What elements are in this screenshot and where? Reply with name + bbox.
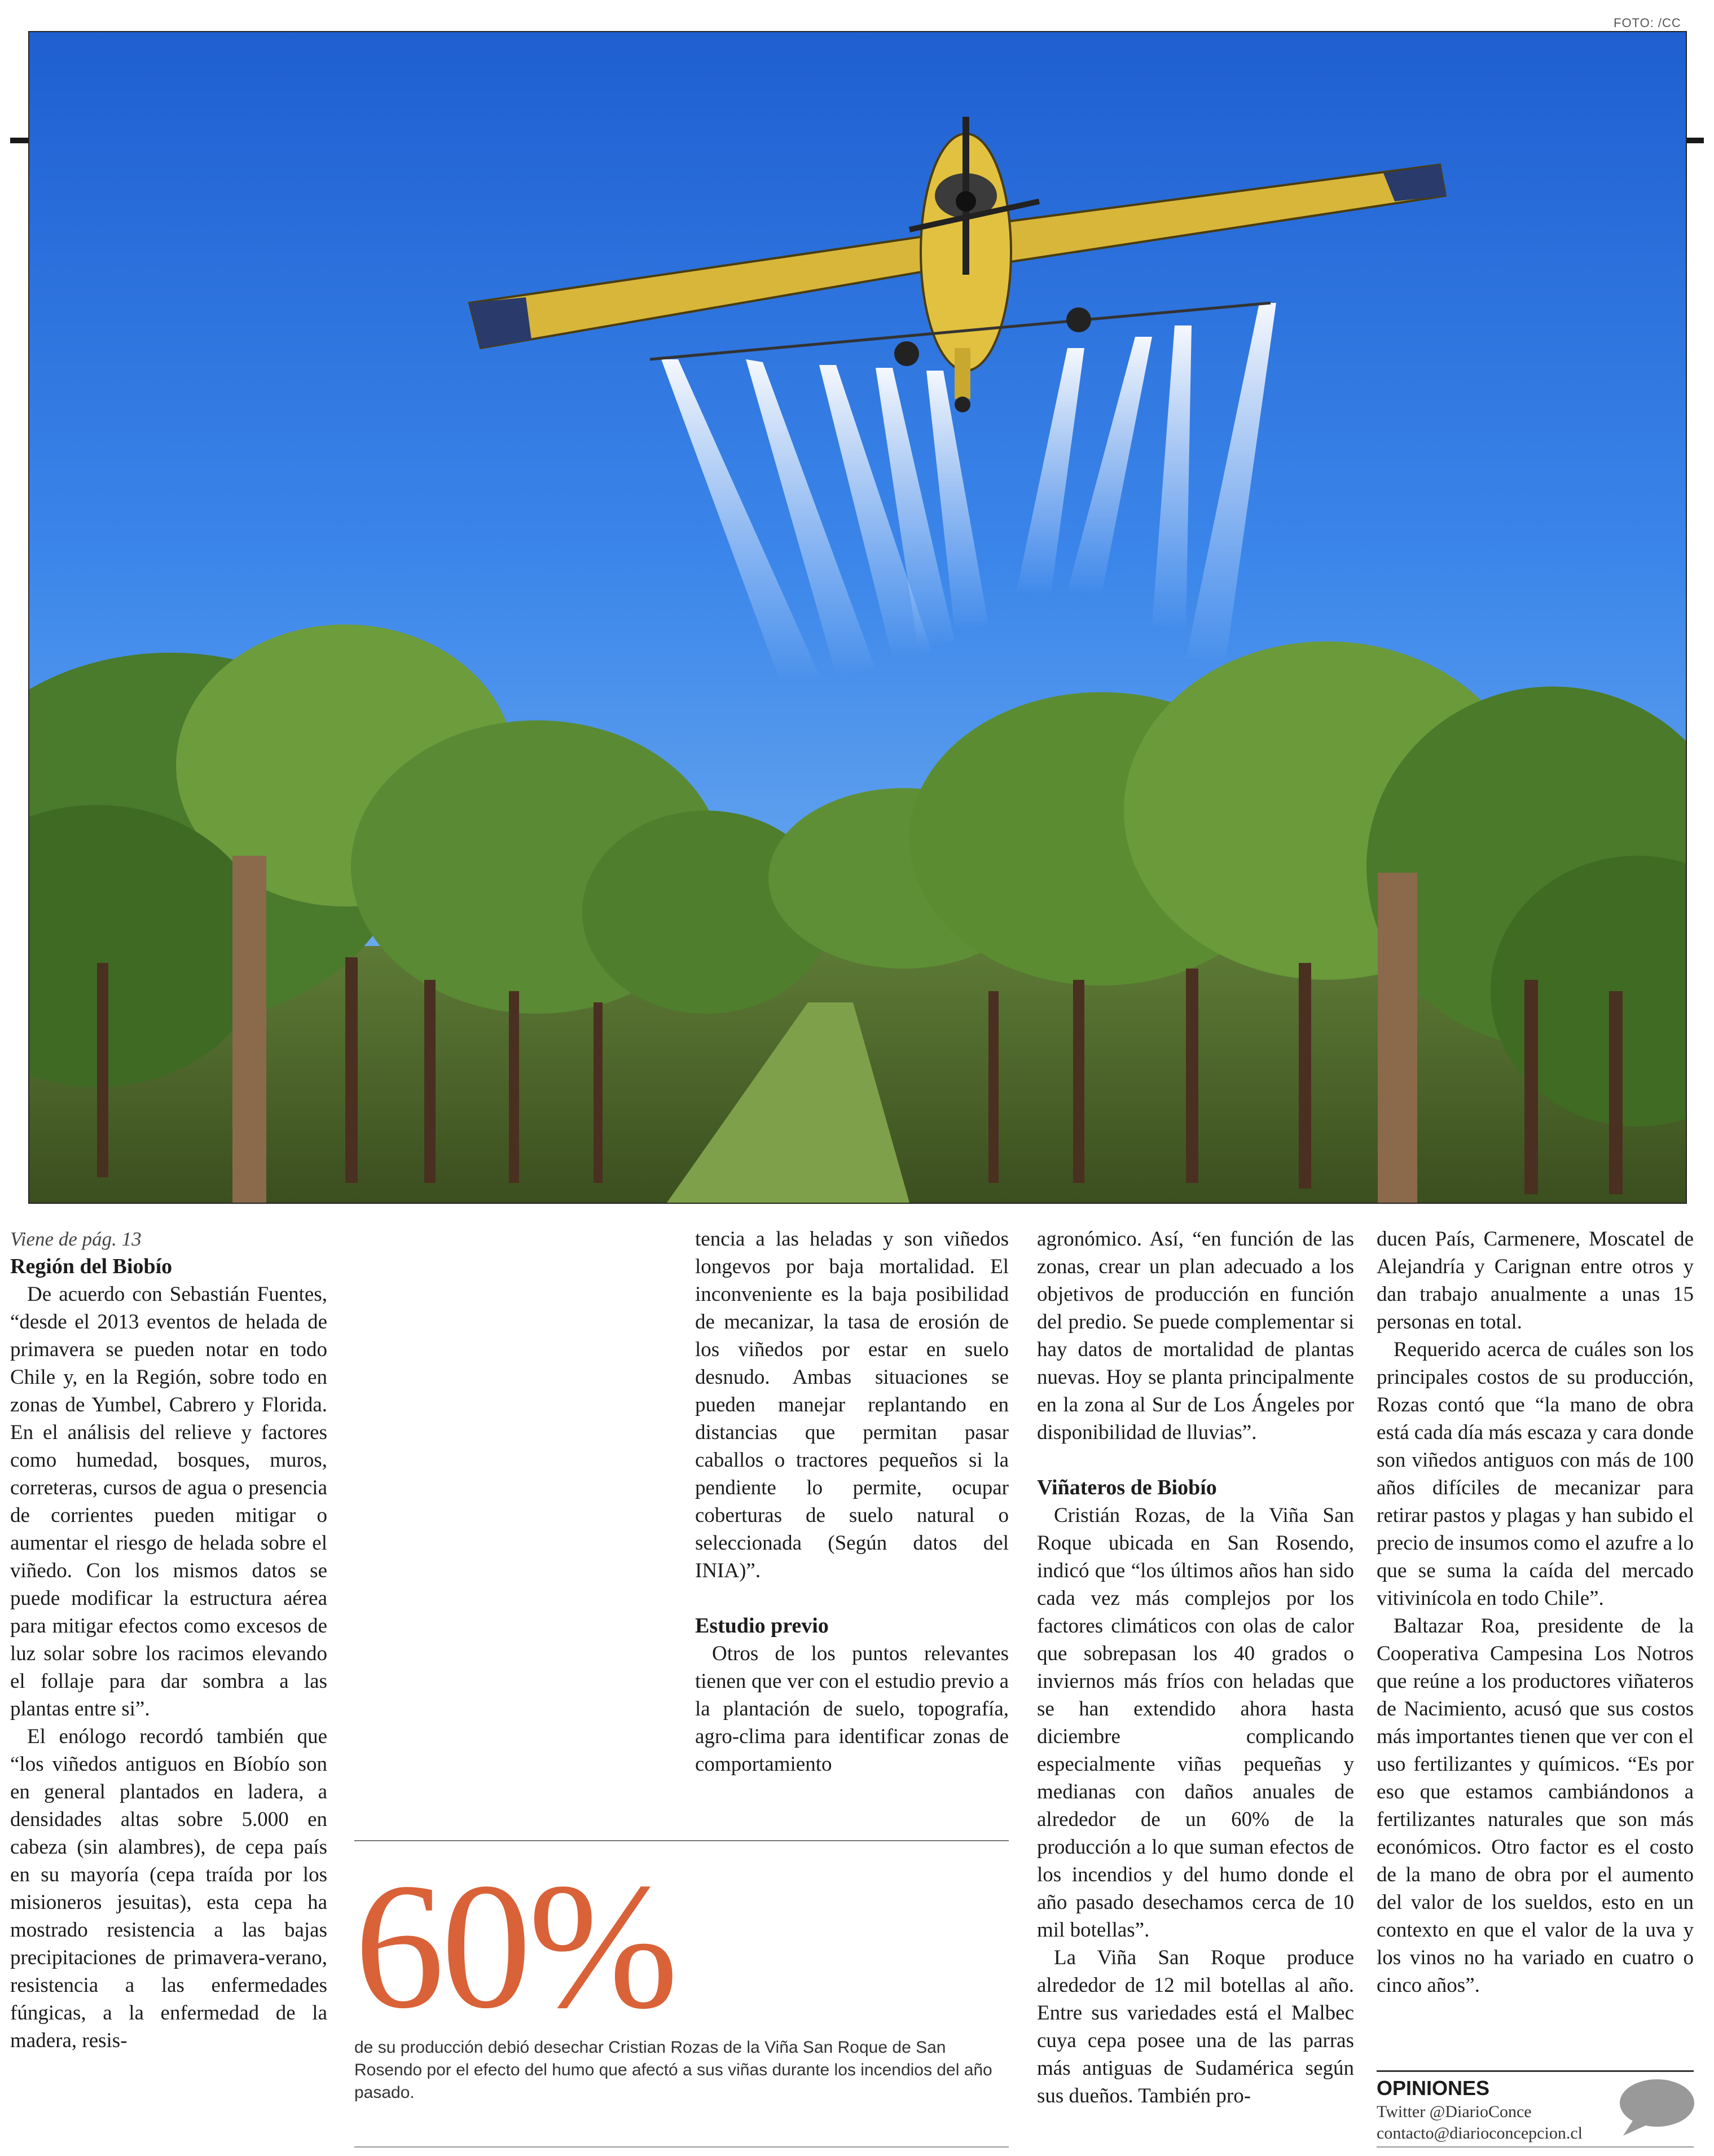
paragraph: La Viña San Roque produce alrededor de 12 mil botellas al año. Entre sus variedades está el Malbec cuya cepa posee una de las parras más antiguas de Sudamérica según sus dueños. También pro- (1037, 1946, 1354, 2107)
paragraph: tencia a las heladas y son viñedos longevos por baja mortalidad. El inconveniente es la baja posibilidad de mecanizar, la tasa de erosión de los viñedos por estar en suelo desnudo. Ambas situaciones se pueden manejar replantando en distancias que permitan pasar caballos o tractores pequeños si la pendiente lo permite, ocupar coberturas de suelo natural o seleccionada (Según datos del INIA)”. (695, 1227, 1009, 1582)
paragraph: Baltazar Roa, presidente de la Cooperativa Campesina Los Notros que reúne a los productores viñateros de Nacimiento, acusó que sus costos más importantes tienen que ver con el uso fertilizantes y químicos. “Es por eso que estamos cambiándonos a fertilizantes naturales que son más económicos. Otro factor es el costo de la mano de obra por el aumento del valor de los sueldos, esto en un contexto en que el valor de la uva y los vinos no ha variado en cuatro o cinco años”. (1377, 1614, 1694, 1997)
opinions-title: OPINIONES (1377, 2076, 1490, 2100)
paragraph: El enólogo recordó también que “los viñedos antiguos en Bíobío son en general plantados en ladera, a densidades altas sobre 5.000 en cabeza (sin alambres), de cepa país en su mayoría (cepa traída por los misioneros jesuitas), esta cepa ha mostrado resistencia a las bajas precipitaciones de primavera-verano, resistencia a las enfermedades fúngicas, a la enfermedad de la madera, resis- (10, 1725, 327, 2052)
paragraph: Cristián Rozas, de la Viña San Roque ubicada en San Rosendo, indicó que “los últimos años han sido cada vez más complejos por los factores climáticos con olas de calor que sobrepasan los 40 grados o inviernos más fríos con heladas que se han extendido ahora hasta diciembre complicando especialmente viñas pequeñas y medianas con daños anuales de alrededor de un 60% de la producción a lo que suman efectos de los incendios y del humo donde el año pasado desechamos cerca de 10 mil botellas”. (1037, 1504, 1354, 1942)
article-photo (28, 31, 1687, 1204)
paragraph: De acuerdo con Sebastián Fuentes, “desde el 2013 eventos de helada de primavera se pueden notar en todo Chile y, en la Región, sobre todo en zonas de Yumbel, Cabrero y Florida. En el análisis del relieve y factores como humedad, bosques, muros, correteras, cursos de agua o presencia de corrientes pueden mitigar o aumentar el riesgo de helada sobre el viñedo. Con los mismos datos se puede modificar la estructura aérea para mitigar efectos como excesos de luz solar sobre los racimos elevando el follaje para dar sombra a las plantas entre si”. (10, 1283, 327, 1721)
photo-credit: FOTO: /CC (1614, 16, 1681, 30)
article-column-2 (695, 1225, 1009, 1778)
callout-top-rule (354, 1840, 1009, 1841)
paragraph: Otros de los puntos relevantes tienen que ver con el estudio previo a la plantación de suelo, topografía, agro-clima para identificar zonas de comportamiento (695, 1642, 1009, 1776)
bottom-rule-left (354, 2146, 1009, 2148)
callout-big-number: 60% (354, 1846, 675, 2046)
speech-bubble-icon (1616, 2076, 1695, 2138)
heading-estudio-previo: Estudio previo (695, 1614, 829, 1638)
paragraph: ducen País, Carmenere, Moscatel de Alejandría y Carignan entre otros y dan trabajo anualmente a unas 15 personas en total. (1377, 1227, 1694, 1334)
paragraph: agronómico. Así, “en función de las zonas, crear un plan adecuado a los objetivos de producción en función del predio. Se puede complementar si hay datos de mortalidad de plantas nuevas. Hoy se planta principalmente en la zona al Sur de Los Ángeles por disponibilidad de lluvias”. (1037, 1227, 1354, 1444)
heading-vinateros-biobio: Viñateros de Biobío (1037, 1476, 1217, 1499)
left-rule-stub (10, 138, 29, 143)
opinions-twitter[interactable]: Twitter @DiarioConce (1377, 2102, 1532, 2121)
opinions-rule (1377, 2070, 1694, 2072)
heading-region-biobio: Región del Biobío (10, 1255, 173, 1278)
right-rule-stub (1685, 138, 1704, 143)
article-column-4 (1377, 1225, 1694, 1999)
article-column-3 (1037, 1225, 1354, 2110)
callout-caption: de su producción debió desechar Cristian Rozas de la Viña San Roque de San Rosendo por el efecto del humo que afectó a sus viñas durante los incendios del año pasado. (354, 2038, 992, 2102)
bottom-rule-right (1377, 2146, 1694, 2148)
article-column-1 (10, 1225, 327, 2054)
opinions-email[interactable]: contacto@diarioconcepcion.cl (1377, 2124, 1583, 2142)
paragraph: Requerido acerca de cuáles son los principales costos de su producción, Rozas contó que “la mano de obra está cada día más escaza y cara donde son viñedos antiguos con más de 100 años difíciles de mecanizar para retirar pastos y plagas y han subido el precio de insumos como el azufre a lo que se suma la caída del mercado vitivinícola en todo Chile”. (1377, 1338, 1694, 1610)
continued-from-kicker: Viene de pág. 13 (10, 1228, 142, 1250)
